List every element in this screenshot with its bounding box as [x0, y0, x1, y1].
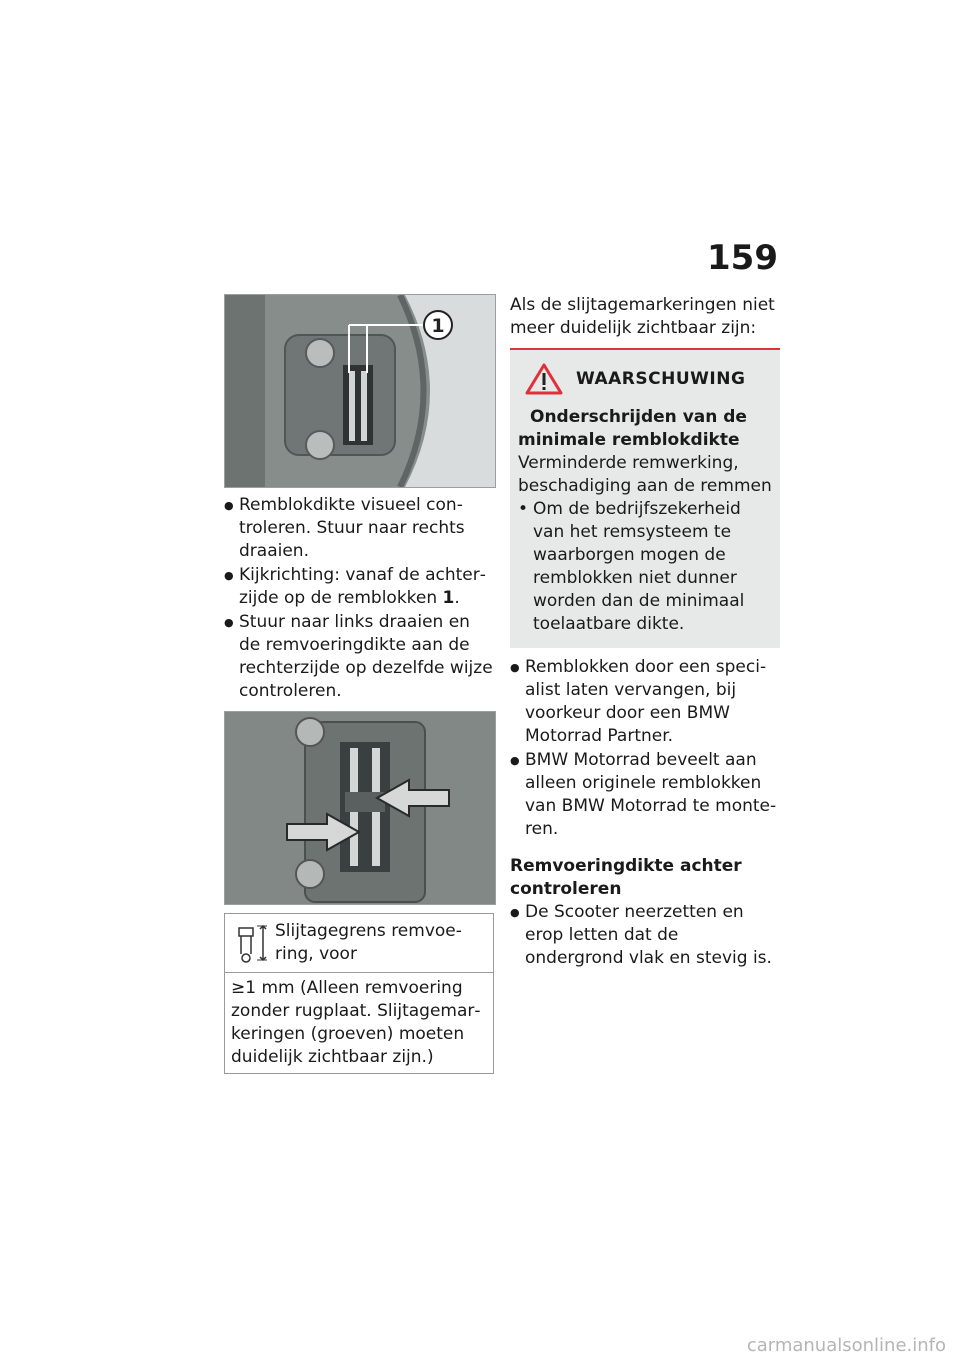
list-item — [224, 611, 494, 703]
brake-caliper-illustration-2 — [225, 712, 495, 904]
inspection-steps — [224, 494, 494, 703]
page-number: 159 — [707, 238, 778, 278]
warning-box — [510, 350, 780, 648]
brake-caliper-photo-1 — [224, 294, 496, 488]
spec-value: ≥1 mm (Alleen remvoering zonder rugplaat. Slijtagemarkeringen (groeven) moeten duidelijk zichtbaar zijn.) — [231, 978, 481, 1067]
brake-caliper-illustration-1 — [225, 295, 495, 487]
replacement-steps — [510, 656, 780, 841]
warning-triangle-icon — [524, 362, 564, 396]
intro-text: Als de slijtagemarkeringen niet meer duidelijk zichtbaar zijn: — [510, 294, 780, 350]
spec-table — [224, 913, 494, 1074]
section-heading: Remvoeringdikte achter controleren — [510, 856, 742, 899]
right-column — [510, 294, 780, 971]
list-item-text: Stuur naar links draaien en de remvoeringdikte aan de rechterzijde op dezelfde wijze controleren. — [239, 612, 493, 701]
warning-title: WAARSCHUWING — [576, 369, 746, 389]
brake-caliper-photo-2 — [224, 711, 496, 905]
list-item: ● Remblokken door een specialist laten vervangen, bij voorkeur door een BMW Motorrad Partner. — [510, 656, 780, 748]
spec-title: Slijtagegrens remvoering, voor — [275, 921, 462, 964]
warning-subtitle: Onderschrijden van de minimale remblokdikte — [518, 407, 747, 450]
left-column — [224, 294, 494, 1074]
rear-check-steps — [510, 901, 780, 970]
warning-header — [524, 362, 772, 396]
spec-header — [225, 914, 493, 973]
list-item: ● De Scooter neerzetten en erop letten dat de ondergrond vlak en stevig is. — [510, 901, 780, 970]
list-item: ● BMW Motorrad beveelt aan alleen originele remblokken van BMW Motorrad te monteren. — [510, 749, 780, 841]
brake-pad-wear-icon — [233, 920, 271, 966]
list-item-text: Kijkrichting: vanaf de achterzijde op de remblokken — [239, 565, 486, 608]
footer-watermark: carmanualsonline.info — [746, 1335, 946, 1356]
warning-list — [518, 498, 772, 636]
callout-label: 1 — [431, 315, 445, 337]
warning-text: Verminderde remwerking, beschadiging aan de remmen — [518, 453, 772, 496]
list-item: ● Kijkrichting: vanaf de achterzijde op de remblokken 1. — [224, 564, 494, 610]
list-item — [224, 494, 494, 563]
reference-number: 1 — [442, 588, 455, 608]
list-item: • Om de bedrijfszekerheid van het remsysteem te waarborgen mogen de remblokken niet dunner worden dan de minimaal toelaatbare dikte. — [518, 498, 772, 636]
list-item-text: Remblokdikte visueel controleren. Stuur naar rechts draaien. — [239, 495, 465, 561]
